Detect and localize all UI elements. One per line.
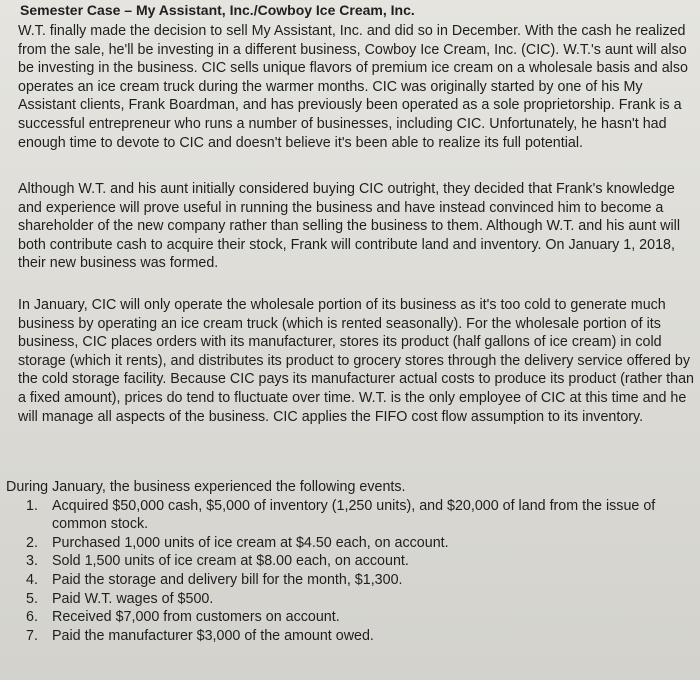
events-section xyxy=(6,478,694,645)
paragraph-intro: W.T. finally made the decision to sell My Assistant, Inc. and did so in December. With the cash he realized from the sale, he'll be investing in a different business, Cowboy Ice Cream, Inc. (CIC). W.T.'s aunt will also be investing in the business. CIC sells unique flavors of premium ice cream on a wholesale basis and also operates an ice cream truck during the warmer months. CIC was originally started by one of his My Assistant clients, Frank Boardman, and has previously been operated as a sole proprietorship. Frank is a successful entrepreneur who runs a number of businesses, including CIC. Unfortunately, he hasn't had enough time to devote to CIC and doesn't believe it's been able to realize its full potential. xyxy=(18,23,688,151)
event-text: Paid the storage and delivery bill for the month, $1,300. xyxy=(52,571,403,588)
event-text: Paid W.T. wages of $500. xyxy=(52,590,214,607)
document-title: Semester Case – My Assistant, Inc./Cowboy Ice Cream, Inc. xyxy=(20,2,415,18)
event-item-4 xyxy=(6,571,694,590)
event-number: 7. xyxy=(26,627,38,644)
event-text: Received $7,000 from customers on account. xyxy=(52,609,340,626)
event-text: Paid the manufacturer $3,000 of the amount owed. xyxy=(52,627,374,644)
event-number: 2. xyxy=(26,534,38,551)
paragraph-ownership: Although W.T. and his aunt initially considered buying CIC outright, they decided that Frank's knowledge and experience will prove useful in running the business and have instead convinced him to become a shareholder of the new company rather than selling the business to them. Although W.T. and his aunt will both contribute cash to acquire their stock, Frank will contribute land and inventory. On January 1, 2018, their new business was formed. xyxy=(18,181,681,272)
event-item-3 xyxy=(6,552,694,571)
event-number: 4. xyxy=(26,571,38,588)
event-item-1 xyxy=(6,497,694,534)
event-number: 1. xyxy=(26,497,38,514)
event-text: Acquired $50,000 cash, $5,000 of inventory (1,250 units), and $20,000 of land from the issue of common stock. xyxy=(52,497,656,533)
paragraph-operations: In January, CIC will only operate the wholesale portion of its business as it's too cold to generate much business by operating an ice cream truck (which is rented seasonally). For the wholesale portion of its business, CIC places orders with its manufacturer, stores its product (half gallons of ice cream) in cold storage (which it rents), and distributes its product to grocery stores through the delivery service offered by the cold storage facility. Because CIC pays its manufacturer actual costs to produce its product (rather than a fixed amount), prices do tend to fluctuate over time. W.T. is the only employee of CIC at this time and he will manage all aspects of the business. CIC applies the FIFO cost flow assumption to its inventory. xyxy=(18,297,694,425)
event-list xyxy=(6,497,694,646)
event-number: 3. xyxy=(26,553,38,570)
event-text: Sold 1,500 units of ice cream at $8.00 each, on account. xyxy=(52,553,409,570)
event-item-2 xyxy=(6,534,694,553)
event-item-7 xyxy=(6,627,694,646)
events-intro: During January, the business experienced the following events. xyxy=(6,479,406,495)
event-number: 5. xyxy=(26,590,38,607)
event-item-6 xyxy=(6,608,694,627)
event-item-5 xyxy=(6,590,694,609)
event-number: 6. xyxy=(26,609,38,626)
event-text: Purchased 1,000 units of ice cream at $4.50 each, on account. xyxy=(52,534,449,551)
